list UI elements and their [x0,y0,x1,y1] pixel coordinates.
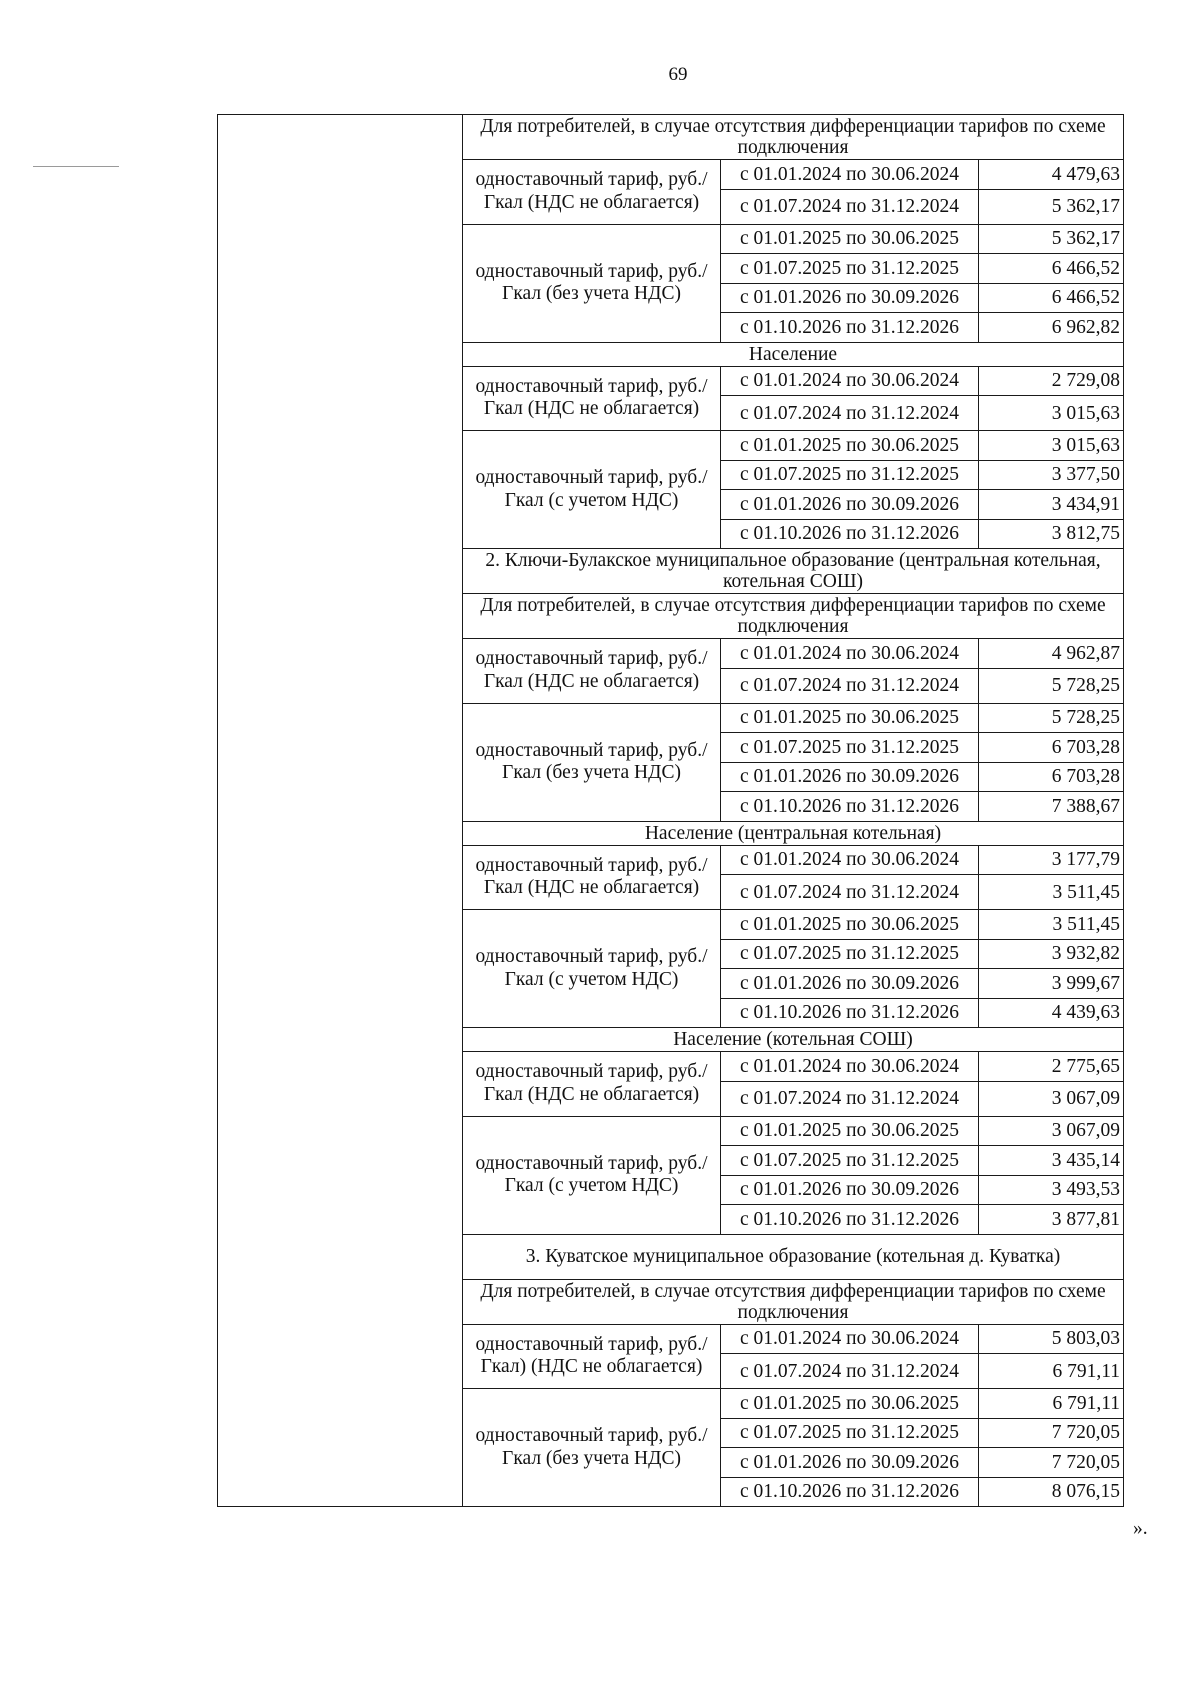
period-cell: с 01.01.2024 по 30.06.2024 [721,639,979,669]
period-cell: с 01.01.2025 по 30.06.2025 [721,431,979,461]
tariff-value-cell: 3 435,14 [979,1146,1124,1176]
period-cell: с 01.01.2026 по 30.09.2026 [721,283,979,313]
period-cell: с 01.01.2024 по 30.06.2024 [721,1324,979,1354]
tariff-value-cell: 5 362,17 [979,189,1124,224]
tariff-value-cell: 3 511,45 [979,875,1124,910]
tariff-value-cell: 4 479,63 [979,160,1124,190]
tariff-value-cell: 5 728,25 [979,668,1124,703]
period-cell: с 01.07.2024 по 31.12.2024 [721,875,979,910]
tariff-type-label: одноставочный тариф, руб./Гкал (НДС не облагается) [463,366,721,431]
scan-mark [33,166,119,167]
period-cell: с 01.01.2025 по 30.06.2025 [721,1116,979,1146]
tariff-value-cell: 3 377,50 [979,460,1124,490]
tariff-value-cell: 3 015,63 [979,396,1124,431]
section-header: Для потребителей, в случае отсутствия дифференциации тарифов по схеме подключения [463,115,1124,160]
tariff-value-cell: 7 720,05 [979,1448,1124,1478]
tariff-value-cell: 8 076,15 [979,1477,1124,1507]
blank-first-column [218,115,463,1507]
tariff-table [217,114,1124,1507]
tariff-value-cell: 7 720,05 [979,1418,1124,1448]
period-cell: с 01.07.2024 по 31.12.2024 [721,668,979,703]
period-cell: с 01.07.2025 по 31.12.2025 [721,460,979,490]
period-cell: с 01.07.2025 по 31.12.2025 [721,939,979,969]
tariff-value-cell: 6 466,52 [979,254,1124,284]
period-cell: с 01.01.2026 по 30.09.2026 [721,490,979,520]
page-number: 69 [668,64,688,85]
tariff-value-cell: 3 877,81 [979,1205,1124,1235]
tariff-type-label: одноставочный тариф, руб./Гкал (без учета НДС) [463,224,721,342]
period-cell: с 01.10.2026 по 31.12.2026 [721,313,979,343]
tariff-value-cell: 6 791,11 [979,1354,1124,1389]
period-cell: с 01.01.2025 по 30.06.2025 [721,703,979,733]
period-cell: с 01.01.2026 по 30.09.2026 [721,1448,979,1478]
tariff-value-cell: 3 812,75 [979,519,1124,549]
tariff-value-cell: 3 932,82 [979,939,1124,969]
period-cell: с 01.07.2024 по 31.12.2024 [721,1354,979,1389]
tariff-type-label: одноставочный тариф, руб./Гкал (НДС не облагается) [463,1052,721,1117]
tariff-table-body [218,115,1124,1507]
tariff-value-cell: 6 703,28 [979,733,1124,763]
period-cell: с 01.01.2026 по 30.09.2026 [721,762,979,792]
tariff-value-cell: 6 703,28 [979,762,1124,792]
tariff-type-label: одноставочный тариф, руб./Гкал (с учетом НДС) [463,431,721,549]
tariff-value-cell: 3 015,63 [979,431,1124,461]
tariff-type-label: одноставочный тариф, руб./Гкал (НДС не облагается) [463,845,721,910]
period-cell: с 01.07.2025 по 31.12.2025 [721,1146,979,1176]
period-cell: с 01.10.2026 по 31.12.2026 [721,998,979,1028]
tariff-value-cell: 3 999,67 [979,969,1124,999]
period-cell: с 01.07.2024 по 31.12.2024 [721,396,979,431]
section-header: Для потребителей, в случае отсутствия дифференциации тарифов по схеме подключения [463,594,1124,639]
period-cell: с 01.01.2026 по 30.09.2026 [721,1175,979,1205]
tariff-value-cell: 6 962,82 [979,313,1124,343]
period-cell: с 01.10.2026 по 31.12.2026 [721,1477,979,1507]
period-cell: с 01.07.2024 по 31.12.2024 [721,1081,979,1116]
tariff-value-cell: 4 439,63 [979,998,1124,1028]
period-cell: с 01.07.2025 по 31.12.2025 [721,254,979,284]
tariff-value-cell: 2 729,08 [979,366,1124,396]
tariff-value-cell: 6 791,11 [979,1389,1124,1419]
period-cell: с 01.01.2024 по 30.06.2024 [721,1052,979,1082]
tariff-value-cell: 3 177,79 [979,845,1124,875]
period-cell: с 01.01.2024 по 30.06.2024 [721,160,979,190]
tariff-value-cell: 3 434,91 [979,490,1124,520]
tariff-type-label: одноставочный тариф, руб./Гкал (НДС не облагается) [463,639,721,704]
tariff-type-label: одноставочный тариф, руб./Гкал (с учетом НДС) [463,1116,721,1234]
tariff-value-cell: 5 728,25 [979,703,1124,733]
section-header: Для потребителей, в случае отсутствия дифференциации тарифов по схеме подключения [463,1279,1124,1324]
section-header: Население (центральная котельная) [463,821,1124,845]
period-cell: с 01.07.2025 по 31.12.2025 [721,1418,979,1448]
tariff-type-label: одноставочный тариф, руб./Гкал) (НДС не облагается) [463,1324,721,1389]
tariff-value-cell: 3 511,45 [979,910,1124,940]
section-header: Население (котельная СОШ) [463,1028,1124,1052]
tariff-value-cell: 5 362,17 [979,224,1124,254]
period-cell: с 01.01.2025 по 30.06.2025 [721,910,979,940]
period-cell: с 01.07.2025 по 31.12.2025 [721,733,979,763]
closing-quote: ». [1133,1518,1148,1539]
tariff-type-label: одноставочный тариф, руб./Гкал (без учета НДС) [463,703,721,821]
tariff-value-cell: 3 493,53 [979,1175,1124,1205]
section-header-row [218,115,1124,160]
section-header: Население [463,342,1124,366]
period-cell: с 01.01.2024 по 30.06.2024 [721,366,979,396]
period-cell: с 01.10.2026 по 31.12.2026 [721,519,979,549]
period-cell: с 01.01.2025 по 30.06.2025 [721,1389,979,1419]
section-header: 3. Куватское муниципальное образование (котельная д. Куватка) [463,1234,1124,1279]
period-cell: с 01.10.2026 по 31.12.2026 [721,792,979,822]
tariff-value-cell: 5 803,03 [979,1324,1124,1354]
tariff-type-label: одноставочный тариф, руб./Гкал (с учетом НДС) [463,910,721,1028]
section-header: 2. Ключи-Булакское муниципальное образование (центральная котельная, котельная СОШ) [463,549,1124,594]
period-cell: с 01.07.2024 по 31.12.2024 [721,189,979,224]
tariff-value-cell: 2 775,65 [979,1052,1124,1082]
tariff-value-cell: 4 962,87 [979,639,1124,669]
tariff-type-label: одноставочный тариф, руб./Гкал (НДС не облагается) [463,160,721,225]
tariff-value-cell: 3 067,09 [979,1116,1124,1146]
period-cell: с 01.01.2024 по 30.06.2024 [721,845,979,875]
period-cell: с 01.10.2026 по 31.12.2026 [721,1205,979,1235]
period-cell: с 01.01.2026 по 30.09.2026 [721,969,979,999]
tariff-value-cell: 3 067,09 [979,1081,1124,1116]
tariff-value-cell: 7 388,67 [979,792,1124,822]
tariff-value-cell: 6 466,52 [979,283,1124,313]
period-cell: с 01.01.2025 по 30.06.2025 [721,224,979,254]
tariff-type-label: одноставочный тариф, руб./Гкал (без учета НДС) [463,1389,721,1507]
